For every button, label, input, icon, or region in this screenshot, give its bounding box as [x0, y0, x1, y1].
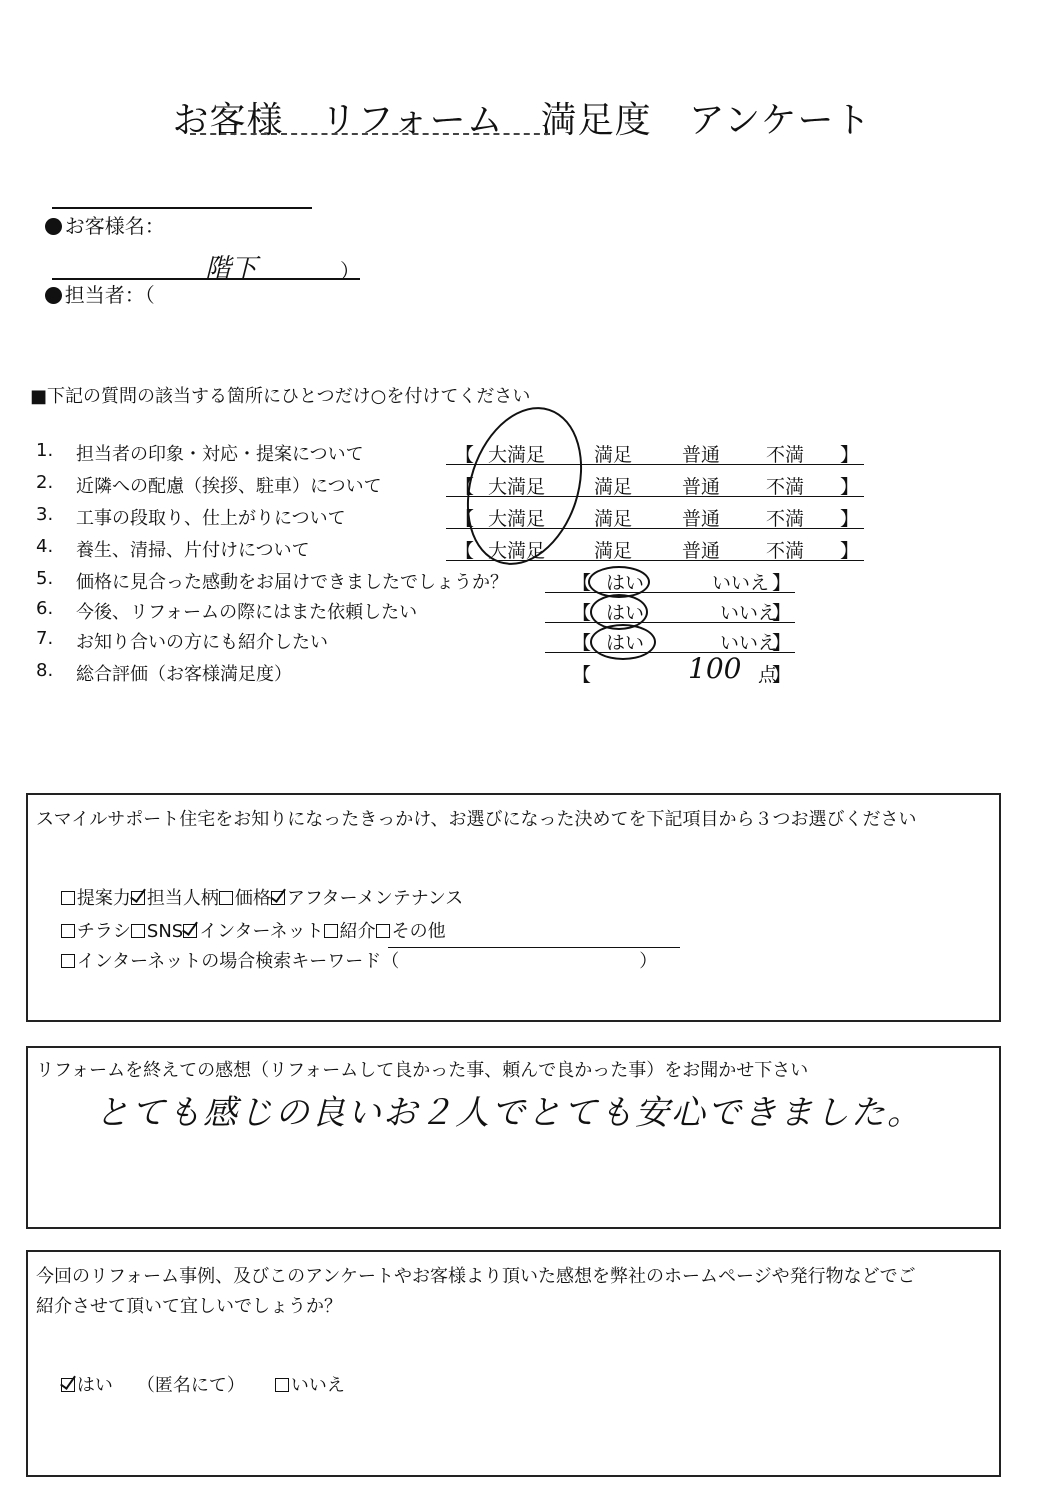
question-text: 養生、清掃、片付けについて — [76, 540, 310, 561]
permission-no-option[interactable] — [275, 1375, 345, 1396]
row-underline — [545, 622, 795, 623]
option-daimanzoku[interactable]: 大満足 — [488, 444, 546, 466]
bracket-close: 】 — [840, 444, 860, 466]
checkbox-icon — [61, 954, 75, 968]
row-underline — [545, 592, 795, 593]
option-fuman[interactable]: 不満 — [766, 508, 805, 530]
bracket-close: 】 — [840, 476, 860, 498]
row-underline — [545, 652, 795, 653]
checkbox-label: チラシ — [76, 921, 131, 942]
option-no[interactable]: いいえ — [720, 632, 778, 654]
question-number: 3. — [36, 504, 54, 525]
question-row-6 — [0, 598, 1044, 626]
option-yes[interactable]: はい — [606, 632, 645, 654]
keyword-underline — [388, 947, 680, 948]
option-daimanzoku[interactable]: 大満足 — [488, 508, 546, 530]
question-number: 2. — [36, 472, 54, 493]
option-yes[interactable]: はい — [606, 602, 645, 624]
checkbox-label: SNS — [146, 921, 184, 942]
permission-anon-label: （匿名にて） — [136, 1375, 245, 1396]
option-futsuu[interactable]: 普通 — [682, 444, 721, 466]
score-value[interactable]: 100 — [688, 652, 742, 685]
option-fuman[interactable]: 不満 — [766, 540, 805, 562]
bracket-close: 】 — [772, 572, 792, 594]
bracket-open: 【 — [455, 508, 475, 530]
bracket-open: 【 — [572, 602, 592, 624]
checkbox-label: 価格 — [234, 888, 271, 909]
customer-name-underline — [52, 207, 312, 209]
bullet-icon — [45, 287, 62, 304]
question-row-5 — [0, 568, 1044, 596]
keyword-close-paren: ） — [639, 951, 658, 972]
instruction-text: ■下記の質問の該当する箇所にひとつだけ○を付けてください — [30, 386, 531, 407]
option-fuman[interactable]: 不満 — [766, 444, 805, 466]
checkbox-icon — [275, 1378, 289, 1392]
bracket-open: 【 — [572, 664, 592, 686]
title-underline — [190, 133, 550, 135]
question-text: 価格に見合った感動をお届けできましたでしょうか？ — [76, 572, 508, 593]
staff-value: 階下 — [205, 254, 258, 284]
reasons-box — [26, 793, 1001, 1022]
customer-name-label: お客様名： — [64, 214, 165, 238]
option-futsuu[interactable]: 普通 — [682, 540, 721, 562]
feedback-box — [26, 1046, 1001, 1229]
score-unit: 点 — [758, 664, 778, 686]
customer-name-field[interactable] — [32, 186, 165, 239]
option-no[interactable]: いいえ — [712, 572, 770, 594]
bracket-open: 【 — [455, 444, 475, 466]
checkbox-label: インターネット — [199, 921, 324, 942]
bullet-icon — [45, 218, 62, 235]
question-number: 4. — [36, 536, 54, 557]
selection-circle-mark — [590, 624, 656, 660]
permission-heading-line1: 今回のリフォーム事例、及びこのアンケートやお客様より頂いた感想を弊社のホームページや発行物などでご — [36, 1266, 916, 1287]
permission-yes-option[interactable] — [61, 1375, 113, 1396]
question-text: 担当者の印象・対応・提案について — [76, 444, 364, 465]
checkbox-label: アフターメンテナンス — [286, 888, 464, 909]
option-daimanzoku[interactable]: 大満足 — [488, 476, 546, 498]
option-daimanzoku[interactable]: 大満足 — [488, 540, 546, 562]
question-text: お知り合いの方にも紹介したい — [76, 632, 328, 653]
option-manzoku[interactable]: 満足 — [594, 540, 633, 562]
option-no[interactable]: いいえ — [720, 602, 778, 624]
question-text: 今後、リフォームの際にはまた依頼したい — [76, 602, 418, 623]
option-futsuu[interactable]: 普通 — [682, 476, 721, 498]
checkbox-keyword[interactable] — [61, 951, 381, 972]
reasons-heading: スマイルサポート住宅をお知りになったきっかけ、お選びになった決めてを下記項目から３つお選びください — [36, 809, 917, 830]
question-row-7 — [0, 628, 1044, 656]
question-row-8 — [0, 652, 1044, 688]
survey-title: お客様 リフォーム 満足度 アンケート — [172, 100, 872, 141]
permission-anon-option[interactable] — [137, 1375, 245, 1396]
option-fuman[interactable]: 不満 — [766, 476, 805, 498]
question-text: 工事の段取り、仕上がりについて — [76, 508, 346, 529]
staff-close-paren: ） — [340, 259, 360, 283]
keyword-open-paren: （ — [381, 951, 400, 972]
bracket-open: 【 — [455, 540, 475, 562]
permission-yes-label: はい — [76, 1375, 113, 1396]
question-number: 1. — [36, 440, 54, 461]
feedback-answer[interactable]: とても感じの良いお２人でとても安心できました。 — [95, 1093, 923, 1133]
question-text: 総合評価（お客様満足度） — [76, 664, 292, 685]
checkbox-label: その他 — [391, 921, 446, 942]
staff-underline — [52, 278, 360, 280]
bracket-open: 【 — [572, 572, 592, 594]
question-number: 6. — [36, 598, 54, 619]
option-manzoku[interactable]: 満足 — [594, 476, 633, 498]
checkbox-label: 提案力 — [76, 888, 131, 909]
permission-heading-line2: 紹介させて頂いて宜しいでしょうか？ — [36, 1296, 342, 1317]
bracket-close: 】 — [840, 540, 860, 562]
option-manzoku[interactable]: 満足 — [594, 508, 633, 530]
permission-no-label: いいえ — [290, 1375, 345, 1396]
checkbox-label: 紹介 — [339, 921, 376, 942]
option-manzoku[interactable]: 満足 — [594, 444, 633, 466]
bracket-open: 【 — [455, 476, 475, 498]
bracket-close: 】 — [772, 664, 792, 686]
permission-box — [26, 1250, 1001, 1477]
checked-checkbox-icon — [61, 1378, 75, 1392]
staff-field[interactable] — [32, 255, 155, 308]
question-number: 8. — [36, 660, 54, 681]
bracket-close: 】 — [772, 602, 792, 624]
staff-label: 担当者：（ — [64, 283, 155, 307]
checkbox-label: 担当人柄 — [146, 888, 219, 909]
keyword-row — [38, 926, 657, 994]
keyword-label: インターネットの場合検索キーワード — [76, 951, 382, 972]
option-futsuu[interactable]: 普通 — [682, 508, 721, 530]
bracket-open: 【 — [572, 632, 592, 654]
question-number: 5. — [36, 568, 54, 589]
bracket-close: 】 — [772, 632, 792, 654]
feedback-heading: リフォームを終えての感想（リフォームして良かった事、頼んで良かった事）をお聞かせ下さい — [36, 1060, 809, 1081]
bracket-close: 】 — [840, 508, 860, 530]
option-yes[interactable]: はい — [606, 572, 645, 594]
question-text: 近隣への配慮（挨拶、駐車）について — [76, 476, 382, 497]
question-number: 7. — [36, 628, 54, 649]
permission-options — [38, 1350, 345, 1418]
